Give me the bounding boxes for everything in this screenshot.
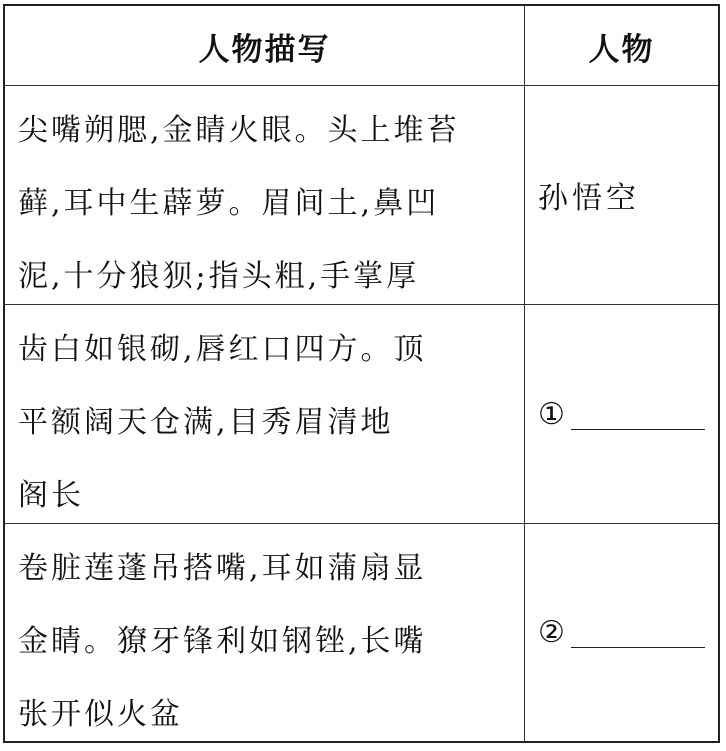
- description-line: 尖嘴朔腮,金睛火眼。头上堆苔: [18, 113, 460, 148]
- description-line: 泥,十分狼狈;指头粗,手掌厚: [18, 259, 420, 294]
- answer-blank-1[interactable]: [571, 399, 705, 430]
- description-row-1: [5, 86, 524, 304]
- description-line: 金睛。獠牙锋利如钢锉,长嘴: [18, 624, 427, 659]
- character-cell-1: [525, 86, 718, 304]
- description-row-3: [5, 524, 524, 741]
- description-line: 张开似火盆: [18, 697, 183, 732]
- description-line: 平额阔天仓满,目秀眉清地: [18, 405, 394, 440]
- description-line: 阁长: [18, 478, 84, 513]
- blank-marker-2: ②: [538, 615, 565, 650]
- character-name: 孙悟空: [538, 181, 640, 216]
- character-cell-3: [525, 524, 718, 741]
- answer-blank-2[interactable]: [571, 617, 705, 648]
- header-description: 人物描写: [198, 31, 331, 68]
- character-description-table: [3, 4, 720, 743]
- description-line: 卷脏莲蓬吊搭嘴,耳如蒲扇显: [18, 551, 427, 586]
- description-row-2: [5, 305, 524, 523]
- header-character: 人物: [588, 31, 655, 68]
- description-line: 藓,耳中生薜萝。眉间土,鼻凹: [18, 186, 440, 221]
- blank-marker-1: ①: [538, 396, 565, 432]
- character-cell-2: [525, 305, 718, 523]
- description-line: 齿白如银砌,唇红口四方。顶: [18, 332, 427, 367]
